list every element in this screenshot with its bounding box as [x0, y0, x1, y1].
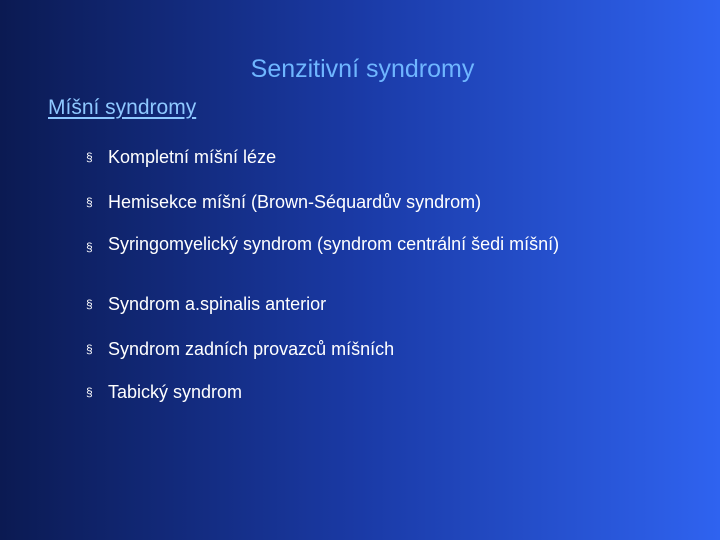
list-item [86, 294, 326, 314]
bullet-marker-icon: § [86, 385, 93, 399]
bullet-marker-icon: § [86, 342, 93, 356]
list-item-text: Tabický syndrom [108, 382, 243, 402]
list-item [86, 339, 394, 359]
list-item [86, 147, 276, 167]
slide-title: Senzitivní syndromy [250, 55, 475, 83]
bullet-marker-icon: § [86, 150, 93, 164]
list-item [86, 382, 242, 402]
list-item-text: Syringomyelický syndrom (syndrom centrální šedi míšní) [108, 234, 560, 254]
list-item-text: Kompletní míšní léze [108, 147, 277, 167]
bullet-marker-icon: § [86, 297, 93, 311]
list-item [86, 234, 644, 257]
list-item-text: Hemisekce míšní (Brown-Séquardův syndrom) [108, 192, 482, 212]
list-item-text: Syndrom zadních provazců míšních [108, 339, 395, 359]
list-item-text: Syndrom a.spinalis anterior [108, 294, 327, 314]
slide-subtitle: Míšní syndromy [48, 96, 197, 119]
bullet-marker-icon: § [86, 195, 93, 209]
list-item [86, 192, 481, 212]
bullet-marker-icon: § [86, 240, 93, 254]
